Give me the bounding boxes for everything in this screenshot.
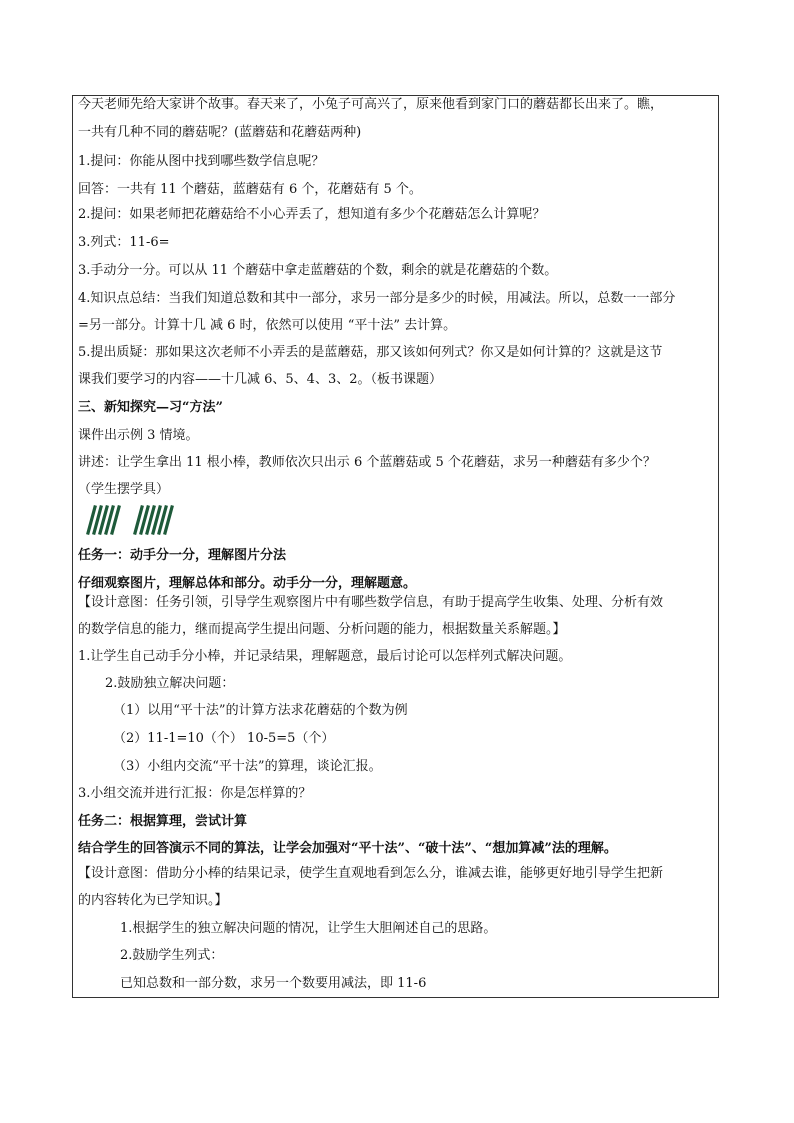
question-line-1: 5.提出质疑：那如果这次老师不小弄丢的是蓝蘑菇，那又该如何列式？你又是如何计算的？这就是这节: [78, 345, 663, 360]
task-2-instruction: 结合学生的回答演示不同的算法，让学会加强对“平十法”、“破十法”、“想加算减”法的理解。: [78, 841, 617, 856]
counting-sticks-illustration: [84, 505, 194, 535]
step-1-line: 1.让学生自己动手分小棒，并记录结果，理解题意，最后讨论可以怎样列式解决问题。: [78, 649, 572, 664]
sub-step-2: （2）11-1=10（个） 10-5=5（个）: [113, 731, 335, 746]
story-line-2: 一共有几种不同的蘑菇呢？(蓝蘑菇和花蘑菇两种): [78, 125, 362, 140]
design-intent-2-line-2: 的内容转化为已学知识。】: [78, 893, 228, 908]
question-2: 2.提问：如果老师把花蘑菇给不小心弄丢了，想知道有多少个花蘑菇怎么计算呢？: [78, 207, 546, 222]
story-line-1: 今天老师先给大家讲个故事。春天来了，小兔子可高兴了，原来他看到家门口的蘑菇都长出来了。瞧，: [78, 97, 664, 112]
sub-step-3: （3）小组内交流“平十法”的算理，谈论汇报。: [113, 759, 382, 774]
question-1: 1.提问：你能从图中找到哪些数学信息呢？: [78, 154, 325, 169]
summary-line-2: =另一部分。计算十几 减 6 时，依然可以使用 “平十法” 去计算。: [78, 318, 457, 333]
design-intent-2-line-1: 【设计意图：借助分小棒的结果记录，使学生直观地看到怎么分，谁减去谁，能够更好地引导学生把新: [78, 866, 664, 881]
example-line: 课件出示例 3 情境。: [78, 428, 199, 443]
task-2-heading: 任务二：根据算理，尝试计算: [78, 814, 248, 829]
task-1-heading: 任务一：动手分一分，理解图片分法: [78, 548, 287, 563]
answer-1: 回答：一共有 11 个蘑菇，蓝蘑菇有 6 个，花蘑菇有 5 个。: [78, 182, 422, 197]
design-intent-1-line-1: 【设计意图：任务引领，引导学生观察图片中有哪些数学信息，有助于提高学生收集、处理、分析有效: [78, 595, 664, 610]
summary-line-1: 4.知识点总结：当我们知道总数和其中一部分，求另一部分是多少的时候，用减法。所以，总数一一部分: [78, 291, 676, 306]
design-intent-1-line-2: 的数学信息的能力，继而提高学生提出问题、分析问题的能力，根据数量关系解题。】: [78, 622, 566, 637]
narration-line: 讲述：让学生拿出 11 根小棒，教师依次只出示 6 个蓝蘑菇或 5 个花蘑菇，求另一种蘑菇有多少个？: [78, 455, 656, 470]
task-1-instruction: 仔细观察图片，理解总体和部分。动手分一分，理解题意。: [78, 576, 417, 591]
task-2-step-1: 1.根据学生的独立解决问题的情况，让学生大胆阐述自己的思路。: [120, 921, 497, 936]
step-2-line: 2.鼓励独立解决问题：: [105, 676, 235, 691]
task-2-step-2: 2.鼓励学生列式：: [120, 948, 224, 963]
formula-line: 3.列式：11-6=: [78, 235, 170, 250]
task-2-step-3: 已知总数和一部分数，求另一个数要用减法，即 11-6: [120, 976, 427, 991]
step-3-line: 3.小组交流并进行汇报：你是怎样算的？: [78, 786, 312, 801]
sub-step-1: （1）以用“平十法”的计算方法求花蘑菇的个数为例: [113, 703, 408, 718]
question-line-2: 课我们要学习的内容——十几减 6、5、4、3、2。（板书课题）: [78, 372, 442, 387]
hands-on-line: 3.手动分一分。可以从 11 个蘑菇中拿走蓝蘑菇的个数，剩余的就是花蘑菇的个数。: [78, 263, 558, 278]
section-heading: 三、新知探究—习“方法”: [78, 400, 223, 415]
student-tools-line: （学生摆学具）: [78, 482, 170, 497]
content-table-border: [72, 95, 719, 998]
